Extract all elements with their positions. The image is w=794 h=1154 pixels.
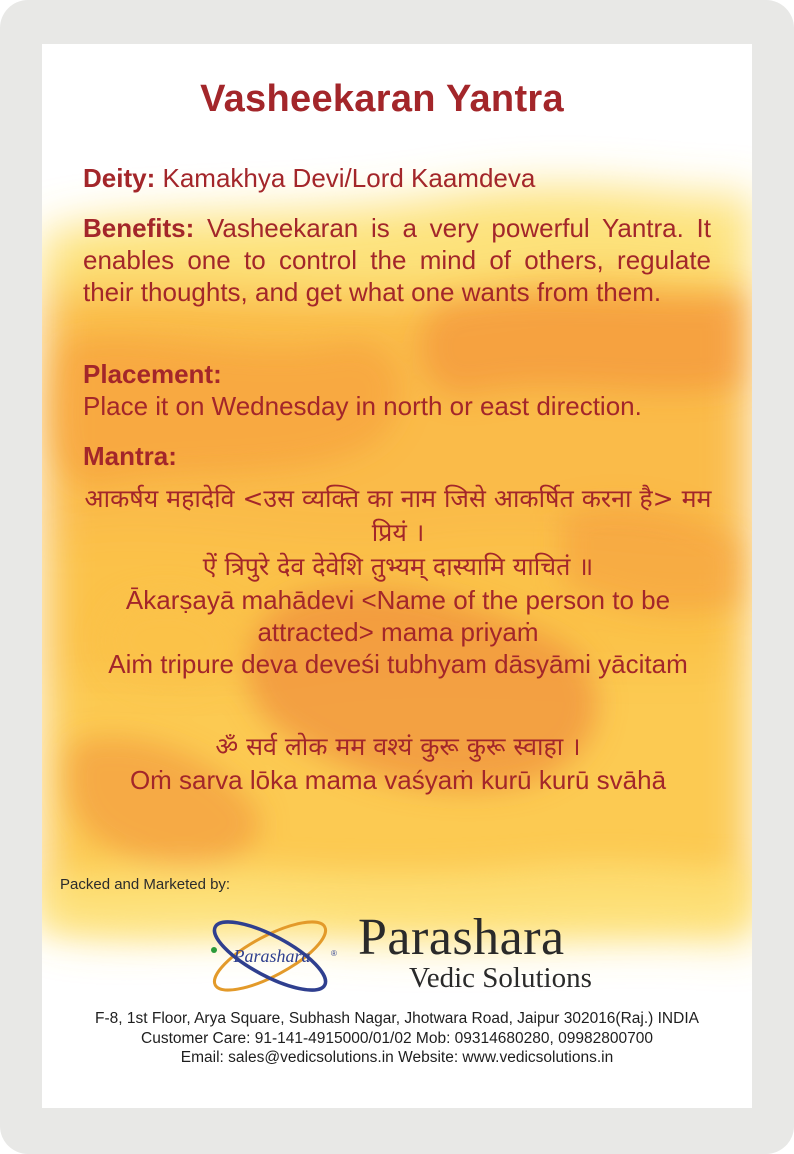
mantra-devanagari-2: ऐं त्रिपुरे देव देवेशि तुभ्यम् दास्यामि याचितं ॥ <box>202 552 594 581</box>
logo-emblem-text: Parashara <box>233 946 311 966</box>
mantra-transliteration-2: Aiṁ tripure deva deveśi tubhyam dāsyāmi yācitaṁ <box>108 649 688 679</box>
placement-text: Place it on Wednesday in north or east direction. <box>83 391 642 421</box>
brand-subtitle: Vedic Solutions <box>409 962 592 994</box>
mantra-transliteration-1: Ākarṣayā mahādevi <Name of the person to be attracted> mama priyaṁ <box>125 585 671 647</box>
footer-customer-care: Customer Care: 91-141-4915000/01/02 Mob: 09314680280, 09982800700 <box>141 1030 653 1047</box>
benefits-section <box>83 212 711 308</box>
deity-label: Deity: <box>83 163 156 193</box>
mantra-devanagari-1: आकर्षय महादेवि <उस व्यक्ति का नाम जिसे आकर्षित करना है> मम प्रियं । <box>84 484 712 547</box>
footer-address: F-8, 1st Floor, Arya Square, Subhash Nagar, Jhotwara Road, Jaipur 302016(Raj.) INDIA <box>95 1010 699 1027</box>
parashara-logo-icon <box>200 910 340 1002</box>
deity-value: Kamakhya Devi/Lord Kaamdeva <box>162 163 536 193</box>
mantra-transliteration-3: Oṁ sarva lōka mama vaśyaṁ kurū kurū svāhā <box>129 765 667 795</box>
mantra-label: Mantra: <box>83 441 177 471</box>
logo-registered-mark: ® <box>331 949 337 958</box>
mantra-devanagari-3: ॐ सर्व लोक मम वश्यं कुरू कुरू स्वाहा । <box>215 732 581 761</box>
page-title: Vasheekaran Yantra <box>200 78 564 120</box>
mantra-transliteration-block <box>78 584 718 680</box>
deity-section <box>83 162 711 194</box>
placement-label: Placement: <box>83 359 222 389</box>
card-panel <box>42 44 752 1108</box>
benefits-text: Vasheekaran is a very powerful Yantra. It enables one to control the mind of others, regulate their thoughts, and get what one wants from them. <box>83 213 711 307</box>
benefits-label: Benefits: <box>83 213 195 243</box>
brand-name: Parashara <box>358 909 565 966</box>
footer-contact: Email: sales@vedicsolutions.in Website: www.vedicsolutions.in <box>180 1049 614 1066</box>
mantra-om-block <box>78 730 718 796</box>
packed-by-label: Packed and Marketed by: <box>60 876 231 893</box>
